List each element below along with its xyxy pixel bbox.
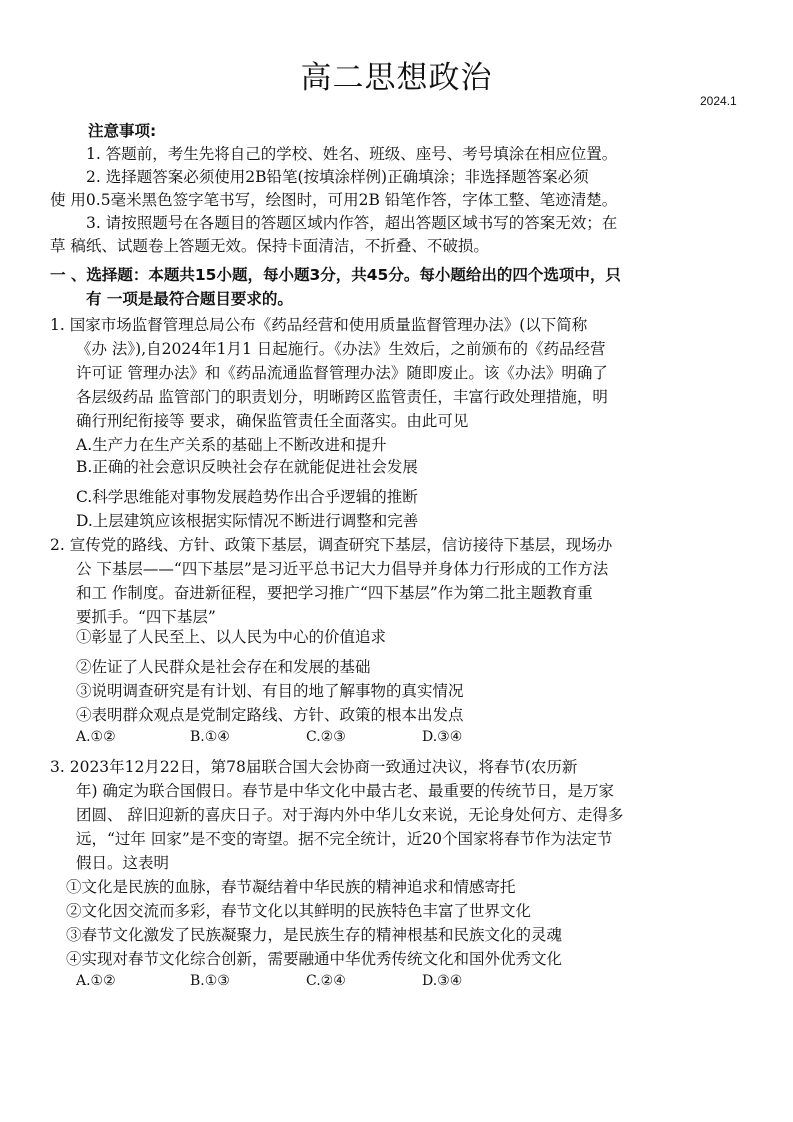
question-stem: 假日。这表明 [76,854,170,872]
choice-c: C.②④ [306,973,346,989]
question-stem: 《办 法》),自2024年1月1 日起施行。《办法》生效后，之前颁布的《药品经营 [76,340,606,358]
question-stem: 许可证 管理办法》和《药品流通监督管理办法》随即废止。该《办法》明确了 [76,364,608,382]
choice-d: D.③④ [422,729,463,745]
option-c: C.科学思维能对事物发展趋势作出合乎逻辑的推断 [76,488,418,506]
question-stem: 要抓手。“四下基层” [76,608,216,626]
notice-line: 草 稿纸、试题卷上答题无效。保持卡面清洁，不折叠、不破损。 [50,237,489,255]
statement-item: ②文化因交流而多彩，春节文化以其鲜明的民族特色丰富了世界文化 [66,902,532,920]
choice-row [0,726,793,748]
question-stem: 1. 国家市场监督管理总局公布《药品经营和使用质量监督管理办法》(以下简称 [50,316,588,334]
notice-line: 1. 答题前，考生先将自己的学校、姓名、班级、座号、考号填涂在相应位置。 [86,145,618,163]
choice-row [0,970,793,992]
choice-a: A.①② [76,729,116,745]
question-stem: 2. 宣传党的路线、方针、政策下基层，调查研究下基层，信访接待下基层，现场办 [50,536,613,554]
notice-line: 2. 选择题答案必须使用2B铅笔(按填涂样例)正确填涂；非选择题答案必须 [86,168,589,186]
notice-line: 使 用0.5毫米黑色签字笔书写，绘图时，可用2B 铅笔作答，字体工整、笔迹清楚。 [50,191,618,209]
page-title: 高二思想政治 [300,60,493,96]
option-b: B.正确的社会意识反映社会存在就能促进社会发展 [76,458,418,476]
choice-c: C.②③ [306,729,346,745]
statement-item: ④表明群众观点是党制定路线、方针、政策的根本出发点 [76,706,464,724]
statement-item: ④实现对春节文化综合创新，需要融通中华优秀传统文化和国外优秀文化 [66,950,563,968]
choice-a: A.①② [76,973,116,989]
question-stem: 远，“过年 回家”是不变的寄望。据不完全统计，近20个国家将春节作为法定节 [76,830,613,848]
question-stem: 年) 确定为联合国假日。春节是中华文化中最古老、最重要的传统节日，是万家 [76,782,614,800]
statement-item: ③春节文化激发了民族凝聚力，是民族生存的精神根基和民族文化的灵魂 [66,926,563,944]
question-stem: 3. 2023年12月22日，第78届联合国大会协商一致通过决议，将春节(农历新 [50,758,578,776]
choice-b: B.①③ [190,973,230,989]
statement-item: ②佐证了人民群众是社会存在和发展的基础 [76,658,371,676]
notice-heading: 注意事项: [88,122,157,140]
section-heading-cont: 有 一项是最符合题目要求的。 [86,290,293,308]
question-stem: 公 下基层——“四下基层”是习近平总书记大力倡导并身体力行形成的工作方法 [76,560,609,578]
question-stem: 各层级药品 监管部门的职责划分，明晰跨区监管责任，丰富行政处理措施，明 [76,388,608,406]
statement-item: ③说明调查研究是有计划、有目的地了解事物的真实情况 [76,682,464,700]
question-stem: 确行刑纪衔接等 要求，确保监管责任全面落实。由此可见 [76,412,469,430]
question-stem: 和工 作制度。奋进新征程，要把学习推广“四下基层”作为第二批主题教育重 [76,584,593,602]
question-stem: 团圆、 辞旧迎新的喜庆日子。对于海内外中华儿女来说，无论身处何方、走得多 [76,806,624,824]
option-a: A.生产力在生产关系的基础上不断改进和提升 [76,436,387,454]
statement-item: ①彰显了人民至上、以人民为中心的价值追求 [76,628,387,646]
option-d: D.上层建筑应该根据实际情况不断进行调整和完善 [76,512,419,530]
statement-item: ①文化是民族的血脉，春节凝结着中华民族的精神追求和情感寄托 [66,878,516,896]
exam-date: 2024.1 [700,94,737,108]
section-heading: 一 、选择题：本题共15小题，每小题3分，共45分。每小题给出的四个选项中，只 [50,266,621,284]
choice-b: B.①④ [190,729,230,745]
notice-line: 3. 请按照题号在各题目的答题区域内作答，超出答题区域书写的答案无效；在 [86,214,618,232]
choice-d: D.③④ [422,973,463,989]
